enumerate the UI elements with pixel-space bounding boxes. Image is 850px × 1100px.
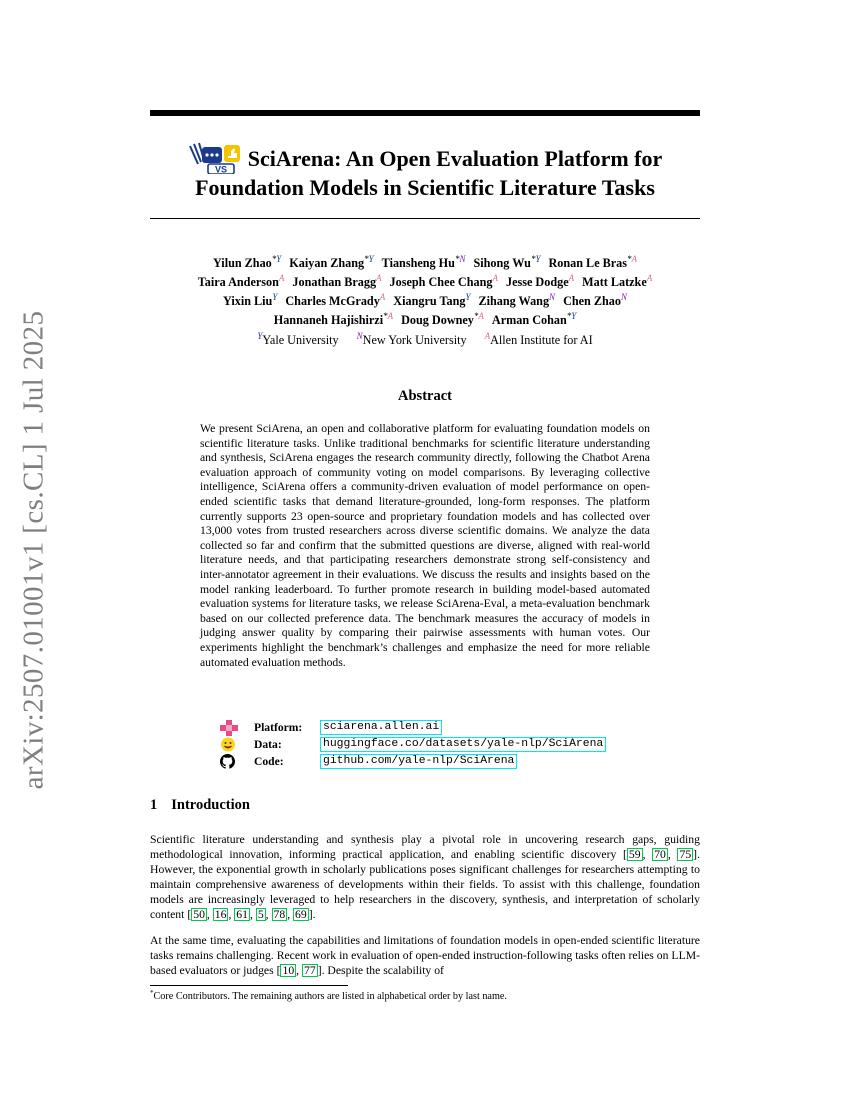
author-name: Jesse Dodge$^A$ [505, 273, 575, 289]
citation-link[interactable]: 50 [193, 908, 205, 921]
link-row-code [220, 753, 606, 770]
citation-link[interactable]: 69 [295, 908, 307, 921]
link-row-platform [220, 719, 606, 736]
resource-links [220, 719, 606, 770]
citation-link[interactable]: 77 [304, 964, 316, 977]
abstract-text: We present SciArena, an open and collaborative platform for evaluating foundation models on scientific literature tasks. Unlike traditional benchmarks for scientific literature understanding and synthesis, SciArena engages the research community directly, following the Chatbot Arena evaluation approach of community voting on model comparisons. By leveraging collective intelligence, SciArena offers a community-driven evaluation of model performance on open-ended scientific tasks that demand literature-grounded, long-form responses. The platform currently supports 23 open-source and proprietary foundation models and has collected over 13,000 votes from trusted researchers across diverse scientific domains. We analyze the data collected so far and confirm that the submitted questions are diverse, aligned with real-world literature needs, and that participating researchers demonstrate strong self-consistency and inter-annotator agreement in their evaluations. We discuss the results and insights based on the model ranking leaderboard. To further promote research in building model-based automated evaluation systems for literature tasks, we release SciArena-Eval, a meta-evaluation benchmark based on our collected preference data. The benchmark measures the accuracy of models in judging answer quality by comparing their pairwise assessments with human votes. Our experiments highlight the benchmark’s challenges and emphasize the need for more reliable automated evaluation methods. [200, 422, 650, 669]
footnote-rule [150, 985, 348, 986]
footnote-text: Core Contributors. The remaining authors are listed in alphabetical order by last name. [153, 991, 507, 1002]
author-name: Hannaneh Hajishirzi$^{*A}$ [273, 311, 394, 327]
section-heading-introduction [150, 797, 250, 814]
author-affiliation-mark: A [379, 292, 386, 302]
author-affiliation-mark: *Y [271, 254, 282, 264]
author-affiliation-mark: *A [627, 254, 638, 264]
author-affiliation-mark: Y [465, 292, 471, 302]
citation-link[interactable]: 10 [282, 964, 295, 977]
author-name: Sihong $Wu^{*Y}$ [473, 254, 541, 270]
author-name: Kaiyan Zhang$^{*Y}$ [289, 254, 374, 270]
author-name: Taira Anderson$^A$ [197, 273, 285, 289]
data-label: Data: [254, 738, 282, 751]
author-name: Xiangru Tang$^Y$ [393, 292, 471, 308]
link-row-data [220, 736, 606, 753]
intro-paragraph-1: Scientific literature understanding and synthesis play a pivotal role in uncovering research gaps, guiding methodological innovation, informing practical application, and enabling scientific discovery [ 59 , 70 , 75 ]. However, the exponential growth in scholarly publications poses significant challenges for researchers attempting to maintain comprehensive awareness of developments within their fields. To assist with this challenge, foundation models are increasingly leveraged to help researchers in the discovery, synthesis, and interpretation of scholarly content [ 50 , 16 , 61 , 5 , 78 , 69 ]. [150, 833, 700, 921]
abstract-heading: Abstract [398, 388, 452, 404]
author-affiliation-mark: A [492, 273, 498, 283]
footnote [150, 989, 507, 1002]
author-affiliation-mark: *Y [364, 254, 374, 264]
citation-link[interactable]: 59 [628, 848, 641, 861]
section-number: 1 [150, 797, 158, 813]
author-affiliation-mark: *Y [566, 311, 577, 321]
code-link[interactable]: github.com/yale-nlp/SciArena [320, 754, 517, 769]
author-affiliation-mark: *N [454, 254, 466, 264]
platform-link[interactable]: sciarena.allen.ai [320, 720, 442, 735]
huggingface-icon [220, 738, 244, 752]
section-title: Introduction [171, 797, 250, 813]
author-name: Joseph Chee Chang$^A$ [389, 273, 498, 289]
author-name: Zihang Wang$^N$ [478, 292, 556, 308]
author-name: Chen Zhao$^N$ [563, 292, 627, 308]
title-top-rule [150, 110, 700, 116]
arxiv-identifier: arXiv:2507.01001v1 [cs.CL] 1 Jul 2025 [17, 310, 50, 790]
sciarena-logo-icon [188, 140, 244, 174]
title-line-1: SciArena: An Open Evaluation Platform for [247, 146, 663, 171]
footnote-mark: * [150, 989, 154, 997]
author-name: Tiansheng $Hu^{*N}$ [381, 254, 466, 270]
logo-text: VS [214, 164, 227, 174]
author-affiliation-mark: *A [473, 311, 484, 321]
citation-link[interactable]: 70 [654, 848, 666, 861]
author-name: Yilun Zhao$^{*Y}$ [212, 254, 282, 270]
platform-label: Platform: [254, 721, 303, 734]
author-list [150, 254, 700, 330]
author-affiliation-mark: A [568, 273, 575, 283]
citation-link[interactable]: 5 [257, 908, 264, 921]
author-affiliation-mark: *A [383, 311, 394, 321]
arxiv-sidebar [12, 310, 56, 790]
author-name: Yixin Liu$^Y$ [223, 292, 278, 308]
author-name: Doug Downey$^{*A}$ [401, 311, 484, 327]
citation-link[interactable]: 16 [214, 908, 227, 921]
github-icon [220, 755, 244, 769]
author-row-2 [150, 273, 700, 292]
author-affiliation-mark: Y [272, 292, 278, 302]
title-line-2: Foundation Models in Scientific Literature Tasks [195, 175, 655, 200]
affiliations [150, 333, 700, 348]
author-name: Arman Cohan$^{*Y}$ [491, 311, 577, 327]
affiliation-item: $^A$Allen Institute for AI [484, 331, 593, 347]
author-name: Ronan Le Bras$^{*A}$ [548, 254, 638, 270]
code-label: Code: [254, 755, 284, 768]
affiliation-item: $^N$New York University [356, 331, 467, 347]
author-affiliation-mark: N [549, 292, 556, 302]
intro-paragraph-2: At the same time, evaluating the capabilities and limitations of foundation models in open-ended scientific literature tasks remains challenging. Recent work in evaluation of open-ended instruction-following tasks often relies on LLM-based evaluators or judges [ 10 , 77 ]. Despite the scalability of [150, 934, 700, 977]
author-affiliation-mark: N [620, 292, 627, 302]
citation-link[interactable]: 78 [273, 908, 286, 921]
author-name: Jonathan Bragg$^A$ [292, 273, 382, 289]
author-row-3 [150, 292, 700, 311]
title-bottom-rule [150, 218, 700, 219]
affiliation-item: $^Y$Yale University [257, 331, 339, 347]
author-affiliation-mark: A [376, 273, 382, 283]
author-name: Matt Latzke$^A$ [582, 273, 653, 289]
citation-link[interactable]: 75 [679, 848, 692, 861]
author-row-1 [150, 254, 700, 273]
data-link[interactable]: huggingface.co/datasets/yale-nlp/SciArena [320, 737, 606, 752]
author-affiliation-mark: A [646, 273, 653, 283]
paper-title [150, 140, 700, 201]
author-row-4 [150, 311, 700, 330]
author-name: Charles McGrady$^A$ [285, 292, 386, 308]
citation-link[interactable]: 61 [236, 908, 248, 921]
platform-icon [220, 721, 244, 735]
author-affiliation-mark: A [278, 273, 285, 283]
author-affiliation-mark: *Y [530, 254, 541, 264]
